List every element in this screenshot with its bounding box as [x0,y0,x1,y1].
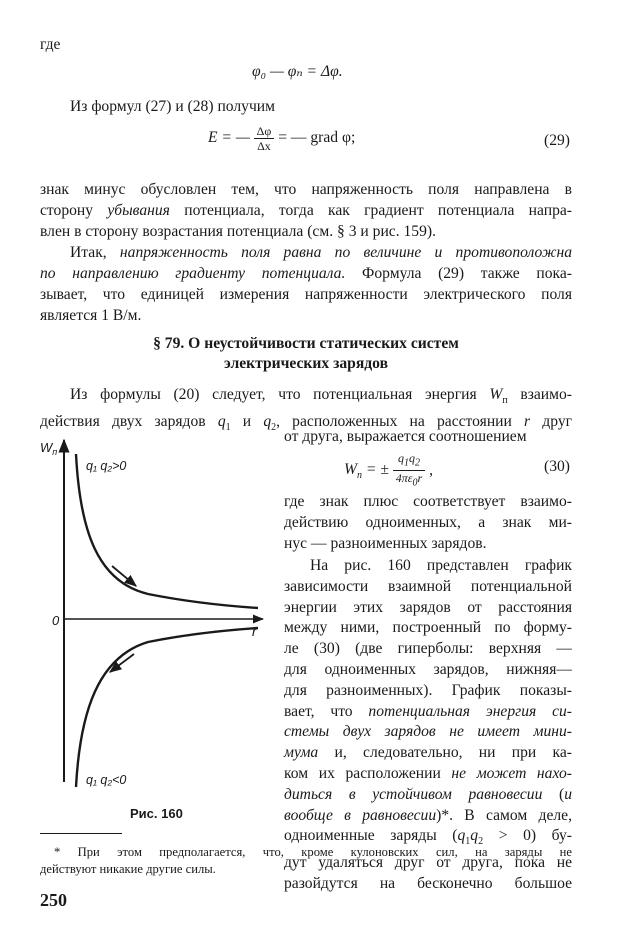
top-word: где [40,36,61,53]
p3-line: Из формулы (20) следует, что потенциальная энергия $W_п$ взаимо- [70,386,573,407]
p4-line: где знак плюс соответствует взаимо- [284,493,572,510]
p4-line: действию одноименных, а знак ми- [284,514,572,531]
upper-curve-label: q₁ q₂>0 [86,459,127,473]
equation-delta-phi: φ₀ — φₙ = Δφ. [252,63,343,80]
footnote-divider [40,833,122,834]
paragraph-field-gradient [40,242,572,326]
footnote-line: * При этом предполагается, что, кроме кулоновских сил, на заряды не [54,845,572,859]
p1-line: знак минус обусловлен тем, что напряженность поля направлена в [40,181,572,198]
heading-line-1: § 79. О неустойчивости статических систем [153,335,459,352]
p5-line: вообще в равновесии)*. В самом деле, [284,806,572,824]
p5-line: ком их расположении не может нахо- [284,764,572,782]
heading-line-2: электрических зарядов [223,355,388,372]
p5-line: энергии этих зарядов от расстояния [284,598,572,616]
p5-line: диться в устойчивом равновесии (и [284,785,572,803]
eq29-rhs: = — grad φ; [278,129,356,147]
figure-160-hyperbola-graph [38,432,278,802]
p5-line: стемы двух зарядов не имеет мини- [284,723,572,741]
eq29-numerator: Δφ [254,124,275,139]
footnote-line: действуют никакие другие силы. [40,862,216,876]
eq30-fraction [393,451,425,491]
p5-line: ле (30) (две гиперболы: верхняя — [284,640,572,658]
p5-line: На рис. 160 представлен график [310,557,572,574]
p5-line: разойдутся на бесконечно большое [284,875,572,893]
section-heading [40,334,572,374]
p5-line: для одноименных зарядов, нижняя— [284,660,572,678]
figure-caption: Рис. 160 [130,806,183,821]
p5-line: для разноименных). График показы- [284,681,572,699]
p5-line: зависимости взаимной потенциальной [284,577,572,595]
lower-hyperbola-curve [76,628,258,787]
p5-line: дут удаляться друг от друга, пока не [284,854,572,872]
p2-line: по направлению градиенту потенциала. Формула (29) также пока- [40,265,572,282]
upper-hyperbola-curve [76,454,258,608]
x-axis-label: r [252,623,257,639]
eq29-fraction [254,124,275,153]
p5-line: одноименные заряды $(q_1q_2 > 0)$ бу- [284,827,572,848]
p3-right-line: от друга, выражается соотношением [284,428,527,445]
p5-line: между ними, построенный по форму- [284,619,572,637]
intro-formulas-27-28: Из формул (27) и (28) получим [70,98,276,115]
p5-line: мума и, следовательно, ни при ка- [284,744,572,762]
eq30-numerator: $q_1q_2$ [393,451,425,471]
p2-line: является 1 В/м. [40,307,142,324]
equation-29-number: (29) [544,132,570,149]
lower-curve-label: q₁ q₂<0 [86,773,127,787]
page-number: 250 [40,890,67,910]
equation-29 [208,124,355,153]
paragraph-minus-sign [40,179,572,242]
eq30-tail: , [429,461,434,479]
eq30-lhs: $W_п$ = ± [344,461,389,482]
equation-30-number: (30) [544,458,570,475]
origin-label: 0 [52,613,60,628]
p5-line: вает, что потенциальная энергия си- [284,702,572,720]
equation-30 [344,451,433,491]
paragraph-sign-meaning [284,491,572,554]
p1-line: сторону убывания потенциала, тогда как градиент потенциала напра- [40,202,572,219]
p1-line: влен в сторону возрастания потенциала (см. § 3 и рис. 159). [40,223,436,240]
eq30-denominator: $4\pi\varepsilon_0r$ [395,471,423,489]
p4-line: нус — разноименных зарядов. [284,535,487,552]
p3-line: действия двух зарядов $q_1$ и $q_2$, расположенных на расстоянии r друг [40,413,573,434]
footnote [40,844,572,878]
p2-line: Итак, напряженность поля равна по величине и противоположна [70,244,572,261]
y-axis-label: $W_п$ [40,440,58,457]
eq29-denominator: Δx [257,139,271,153]
p2-line: зывает, что единицей измерения напряженности электрического поля [40,286,572,303]
eq29-lhs: E = — [208,129,250,147]
